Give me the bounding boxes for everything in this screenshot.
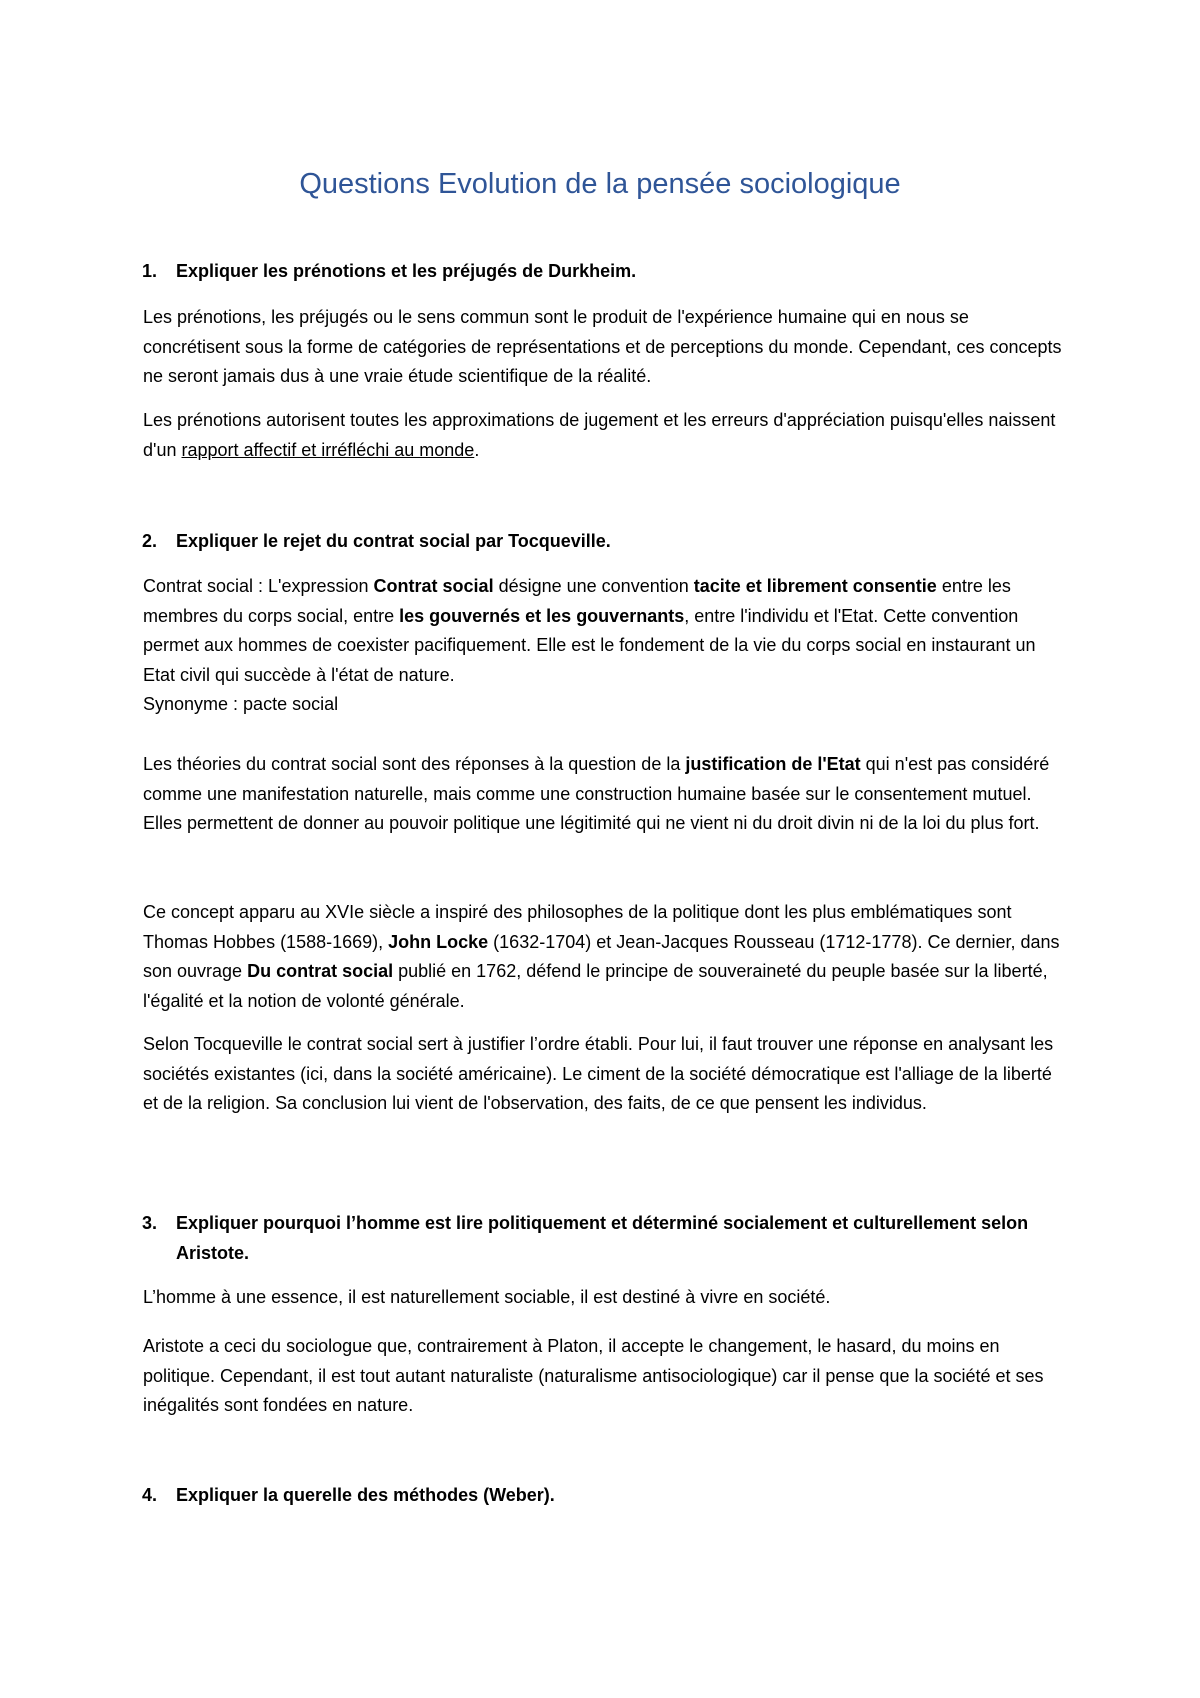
text: entre les membres du corps social, entre [143,576,1011,626]
text: (1632-1704) et Jean-Jacques Rousseau (1712-1778). Ce dernier, dans son ouvrage [143,931,1060,981]
question-text: Expliquer pourquoi l’homme est lire politiquement et déterminé socialement et culturellement selon Aristote. [176,1213,1029,1263]
text: Les prénotions autorisent toutes les approximations de jugement et les erreurs d'appréciation puisqu'elles naissent d'un [143,410,1056,460]
underlined-text: rapport affectif et irréfléchi au monde [181,439,475,460]
question-number: 2. [142,531,158,551]
q2-tocqueville: Selon Tocqueville le contrat social sert à justifier l’ordre établi. Pour lui, il faut trouver une réponse en analysant les sociétés existantes (ici, dans la société américaine). Le ciment de la société démocratique est l'alliage de la liberté et de la religion. Sa conclusion lui vient de l'observation, des faits, de ce que pensent les individus. [143,1034,1054,1113]
bold-text: les gouvernés et les gouvernants [399,605,685,626]
q1-paragraph-1: Les prénotions, les préjugés ou le sens commun sont le produit de l'expérience humaine qui en nous se concrétisent sous la forme de catégories de représentations et de perceptions du monde. Cependant, ces concepts ne seront jamais dus à une vraie étude scientifique de la réalité. [143,307,1062,386]
text: , entre l'individu et l'Etat. Cette convention permet aux hommes de coexister pacifiquement. Elle est le fondement de la vie du corps social en instaurant un Etat civil qui succède à l'état de nature. [143,605,1036,685]
question-number: 3. [142,1213,158,1233]
question-number: 4. [142,1485,158,1505]
q3-paragraph-2: Aristote a ceci du sociologue que, contrairement à Platon, il accepte le changement, le hasard, du moins en politique. Cependant, il est tout autant naturaliste (naturalisme antisociologique) car il pense que la société et ses inégalités sont fondées en nature. [143,1336,1044,1415]
question-number: 1. [142,261,158,281]
text: publié en 1762, défend le principe de souveraineté du peuple basée sur la liberté, l'égalité et la notion de volonté générale. [143,961,1048,1011]
question-text: Expliquer la querelle des méthodes (Weber). [176,1485,555,1505]
q3-paragraph-1: L’homme à une essence, il est naturellement sociable, il est destiné à vivre en société. [143,1287,831,1307]
bold-text: Du contrat social [247,961,394,981]
question-4-heading [142,1480,1056,1510]
bold-text: tacite et librement consentie [693,576,937,596]
question-1-heading [142,256,1056,286]
q2-synonym: Synonyme : pacte social [143,694,339,714]
text: Ce concept apparu au XVIe siècle a inspiré des philosophes de la politique dont les plus emblématiques sont Thomas Hobbes (1588-1669), [143,902,1012,952]
q1-paragraph-2 [143,406,1063,465]
text: . [474,439,480,460]
document-title: Questions Evolution de la pensée sociologique [299,168,901,200]
question-text: Expliquer le rejet du contrat social par Tocqueville. [176,531,611,551]
question-text: Expliquer les prénotions et les préjugés de Durkheim. [176,261,637,281]
question-3-heading [142,1208,1056,1268]
bold-text: justification de l'Etat [685,754,861,774]
text: Contrat social : L'expression [143,576,374,596]
text: désigne une convention [493,576,694,596]
q2-concept [143,898,1063,1016]
question-2-heading [142,526,1056,556]
q2-definition [143,572,1063,690]
text: Les théories du contrat social sont des réponses à la question de la [143,754,686,774]
q2-theories [143,750,1063,839]
bold-text: John Locke [388,931,489,952]
text: qui n'est pas considéré comme une manifestation naturelle, mais comme une construction humaine basée sur le consentement mutuel. Elles permettent de donner au pouvoir politique une légitimité qui ne vient ni du droit divin ni de la loi du plus fort. [143,754,1050,833]
bold-text: Contrat social [373,576,494,596]
